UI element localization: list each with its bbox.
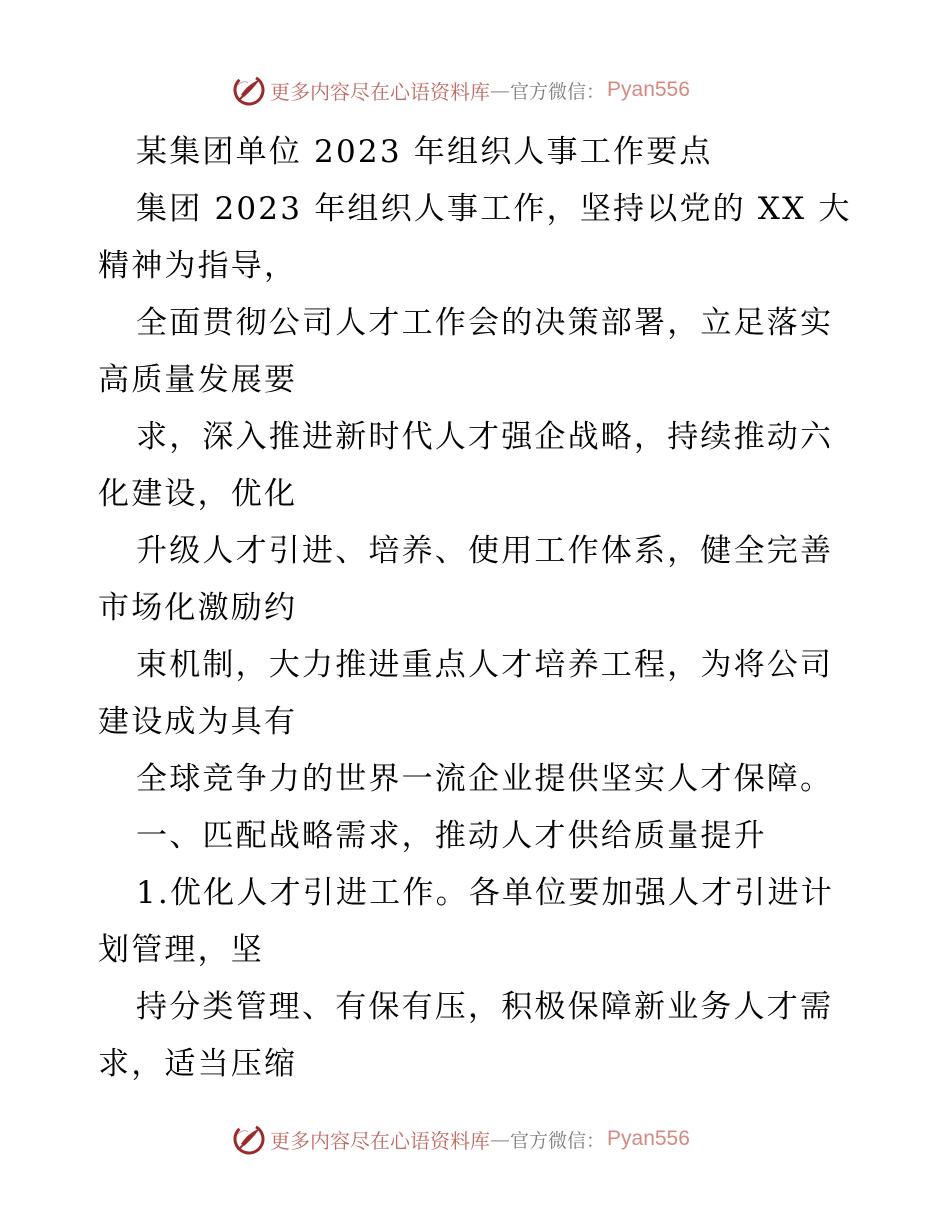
quill-pen-logo-icon (232, 1122, 266, 1156)
paragraph-line: 划管理，坚 (98, 932, 264, 968)
paragraph-line: 升级人才引进、培养、使用工作体系，健全完善 (136, 533, 834, 569)
paragraph-line: 建设成为具有 (98, 704, 298, 740)
paragraph-line: 持分类管理、有保有压，积极保障新业务人才需 (136, 989, 834, 1025)
document-title: 某集团单位 2023 年组织人事工作要点 (136, 134, 713, 170)
banner-wechat-label: 官方微信： (510, 1129, 606, 1152)
paragraph-line: 束机制，大力推进重点人才培养工程，为将公司 (136, 647, 834, 683)
paragraph-line: 精神为指导， (98, 248, 298, 284)
paragraph-line: 高质量发展要 (98, 362, 298, 398)
banner-wechat-label: 官方微信： (510, 80, 606, 103)
paragraph-line: 全面贯彻公司人才工作会的决策部署，立足落实 (136, 305, 834, 341)
banner-wechat-handle: Pyan556 (607, 78, 690, 101)
paragraph-line: 求，适当压缩 (98, 1046, 298, 1082)
paragraph-line: 求，深入推进新时代人才强企战略，持续推动六 (136, 419, 834, 455)
paragraph-line: 集团 2023 年组织人事工作，坚持以党的 XX 大 (136, 191, 852, 227)
section-heading: 一、匹配战略需求，推动人才供给质量提升 (136, 818, 767, 854)
banner-lead-text: 更多内容尽在心语资料库 (270, 1128, 490, 1153)
footer-watermark-banner (232, 1121, 690, 1157)
paragraph-line: 市场化激励约 (98, 590, 298, 626)
paragraph-line: 全球竞争力的世界一流企业提供坚实人才保障。 (136, 761, 834, 797)
paragraph-line: 1.优化人才引进工作。各单位要加强人才引进计 (136, 875, 834, 911)
banner-dash: — (490, 1127, 510, 1151)
quill-pen-logo-icon (232, 73, 266, 107)
paragraph-line: 化建设，优化 (98, 476, 298, 512)
document-body (98, 124, 858, 1093)
banner-dash: — (490, 78, 510, 102)
banner-lead-text: 更多内容尽在心语资料库 (270, 79, 490, 104)
banner-wechat-handle: Pyan556 (607, 1127, 690, 1150)
header-watermark-banner (232, 72, 690, 108)
